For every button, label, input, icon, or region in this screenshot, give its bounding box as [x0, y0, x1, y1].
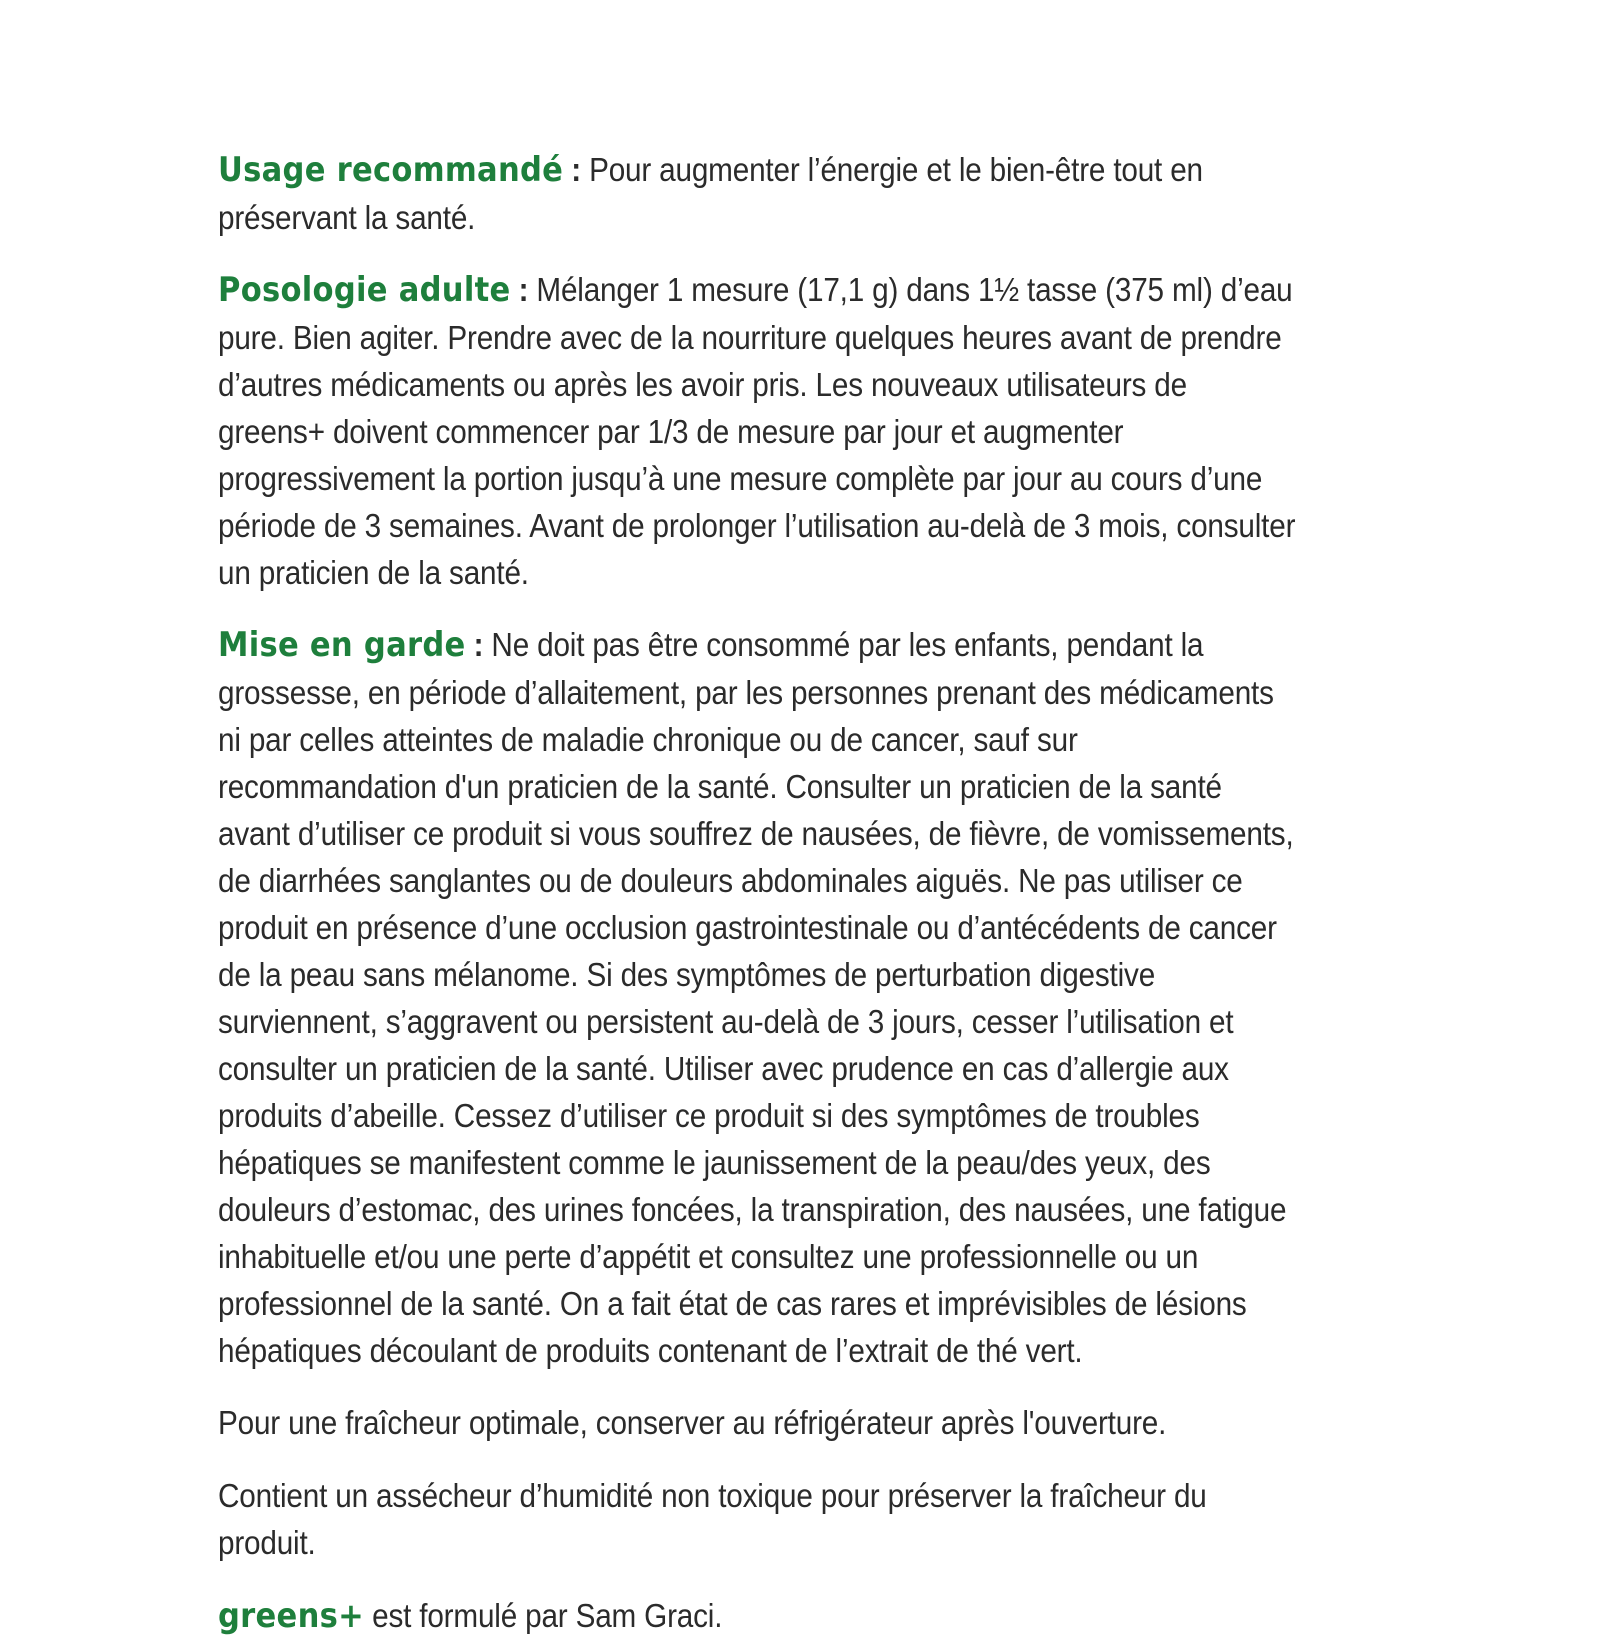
usage-heading: Usage recommandé	[218, 150, 564, 190]
usage-paragraph	[218, 146, 1298, 241]
warning-text: Ne doit pas être consommé par les enfants, pendant la grossesse, en période d’allaitement, par les personnes prenant des médicaments ni par celles atteintes de maladie chronique ou de cancer, sauf sur recommandation d'un praticien de la santé. Consulter un praticien de la santé avant d’utiliser ce produit si vous souffrez de nausées, de fièvre, de vomissements, de diarrhées sanglantes ou de douleurs abdominales aiguës. Ne pas utiliser ce produit en présence d’une occlusion gastrointestinale ou d’antécédents de cancer de la peau sans mélanome. Si des symptômes de perturbation digestive surviennent, s’aggravent ou persistent au-delà de 3 jours, cesser l’utilisation et consulter un praticien de la santé. Utiliser avec prudence en cas d’allergie aux produits d’abeille. Cessez d’utiliser ce produit si des symptômes de troubles hépatiques se manifestent comme le jaunissement de la peau/des yeux, des douleurs d’estomac, des urines foncées, la transpiration, des nausées, une fatigue inhabituelle et/ou une perte d’appétit et consultez une professionnelle ou un professionnel de la santé. On a fait état de cas rares et imprévisibles de lésions hépatiques découlant de produits contenant de l’extrait de thé vert.	[218, 626, 1294, 1369]
formulator-paragraph	[218, 1592, 1298, 1640]
warning-paragraph	[218, 621, 1298, 1374]
usage-separator: :	[563, 151, 590, 188]
usage-text: Pour augmenter l’énergie et le bien-être tout en préservant la santé.	[218, 151, 1203, 236]
warning-separator: :	[465, 626, 492, 663]
storage-paragraph	[218, 1399, 1298, 1446]
storage-text: Pour une fraîcheur optimale, conserver au réfrigérateur après l'ouverture.	[218, 1404, 1167, 1441]
dosage-text: Mélanger 1 mesure (17,1 g) dans 1½ tasse (375 ml) d’eau pure. Bien agiter. Prendre avec de la nourriture quelques heures avant de prendre d’autres médicaments ou après les avoir pris. Les nouveaux utilisateurs de greens+ doivent commencer par 1/3 de mesure par jour et augmenter progressivement la portion jusqu’à une mesure complète par jour au cours d’une période de 3 semaines. Avant de prolonger l’utilisation au-delà de 3 mois, consulter un praticien de la santé.	[218, 271, 1296, 591]
dosage-heading: Posologie adulte	[218, 270, 511, 310]
brand-name: greens+	[218, 1596, 365, 1636]
warning-heading: Mise en garde	[218, 625, 466, 665]
dosage-separator: :	[510, 271, 537, 308]
formulator-text: est formulé par Sam Graci.	[364, 1597, 723, 1634]
dosage-paragraph	[218, 266, 1298, 596]
product-label-text	[218, 146, 1298, 1640]
desiccant-text: Contient un assécheur d’humidité non toxique pour préserver la fraîcheur du produit.	[218, 1477, 1207, 1561]
desiccant-paragraph	[218, 1472, 1298, 1566]
